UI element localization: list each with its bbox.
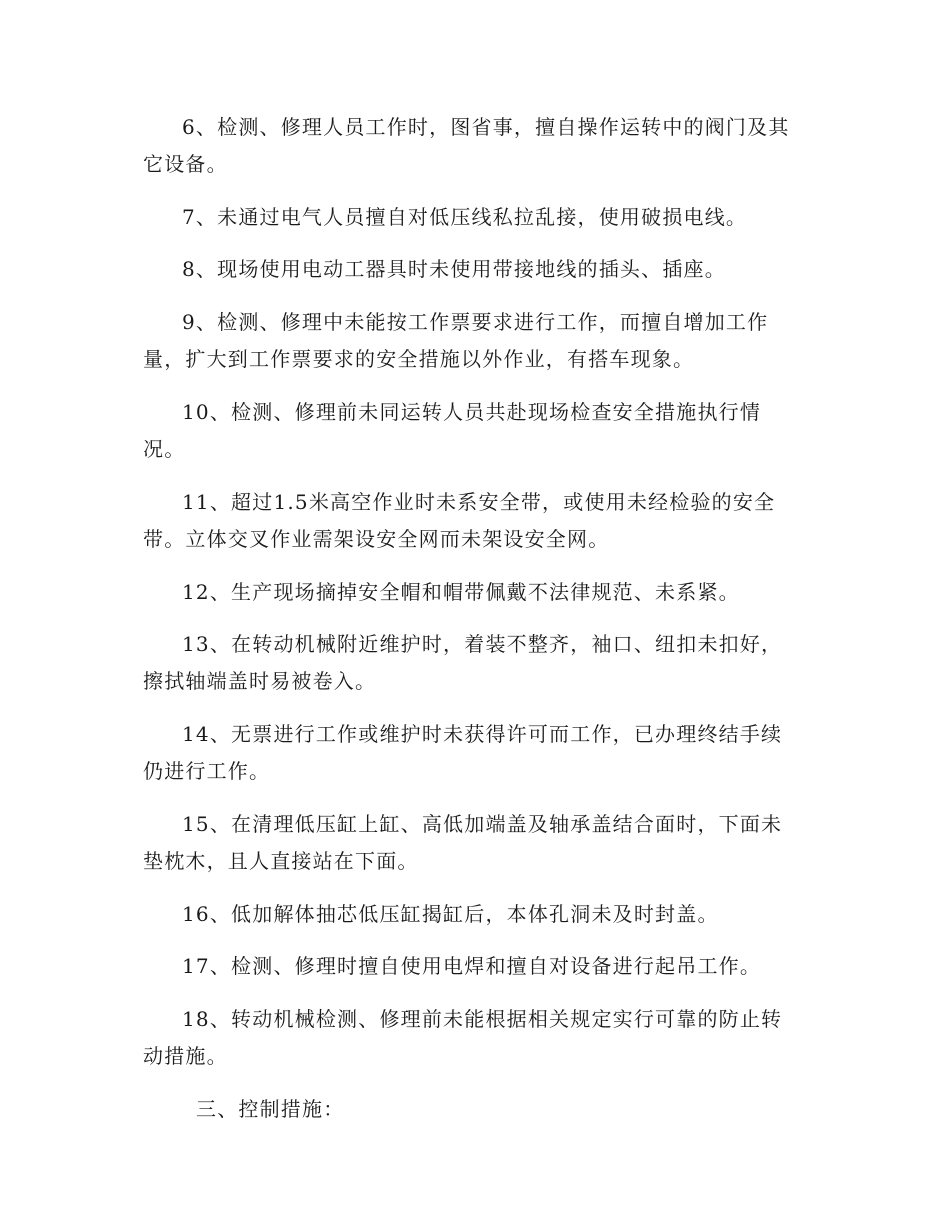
- paragraph-item-15-line-1: 15、在清理低压缸上缸、高低加端盖及轴承盖结合面时，下面未: [182, 812, 783, 836]
- paragraph-item-10-line-1: 10、检测、修理前未同运转人员共赴现场检查安全措施执行情: [182, 400, 762, 424]
- paragraph-item-9-line-2: 量，扩大到工作票要求的安全措施以外作业，有搭车现象。: [143, 347, 695, 371]
- paragraph-item-7-line-1: 7、未通过电气人员擅自对低压线私拉乱接，使用破损电线。: [182, 205, 748, 229]
- section-heading: 三、控制措施：: [196, 1097, 345, 1121]
- paragraph-item-10-line-2: 况。: [143, 437, 186, 461]
- paragraph-item-17-line-1: 17、检测、修理时擅自使用电焊和擅自对设备进行起吊工作。: [182, 954, 762, 978]
- paragraph-item-8-line-1: 8、现场使用电动工器具时未使用带接地线的插头、插座。: [182, 257, 726, 281]
- paragraph-item-15-line-2: 垫枕木，且人直接站在下面。: [143, 849, 419, 873]
- paragraph-item-9-line-1: 9、检测、修理中未能按工作票要求进行工作，而擅自增加工作: [182, 310, 769, 334]
- paragraph-item-12-line-1: 12、生产现场摘掉安全帽和帽带佩戴不法律规范、未系紧。: [182, 580, 740, 604]
- paragraph-item-18-line-2: 动措施。: [143, 1044, 228, 1068]
- paragraph-item-14-line-1: 14、无票进行工作或维护时未获得许可而工作，已办理终结手续: [182, 722, 783, 746]
- paragraph-item-6-line-2: 它设备。: [143, 152, 228, 176]
- paragraph-item-11-line-2: 带。立体交叉作业需架设安全网而未架设安全网。: [143, 527, 610, 551]
- paragraph-item-13-line-2: 擦拭轴端盖时易被卷入。: [143, 669, 377, 693]
- paragraph-item-16-line-1: 16、低加解体抽芯低压缸揭缸后，本体孔洞未及时封盖。: [182, 902, 719, 926]
- paragraph-item-18-line-1: 18、转动机械检测、修理前未能根据相关规定实行可靠的防止转: [182, 1007, 783, 1031]
- paragraph-item-11-line-1: 11、超过1.5米高空作业时未系安全带，或使用未经检验的安全: [182, 490, 776, 514]
- paragraph-item-14-line-2: 仍进行工作。: [143, 759, 271, 783]
- paragraph-item-13-line-1: 13、在转动机械附近维护时，着装不整齐，袖口、纽扣未扣好，: [182, 632, 783, 656]
- paragraph-item-6-line-1: 6、检测、修理人员工作时，图省事，擅自操作运转中的阀门及其: [182, 115, 790, 139]
